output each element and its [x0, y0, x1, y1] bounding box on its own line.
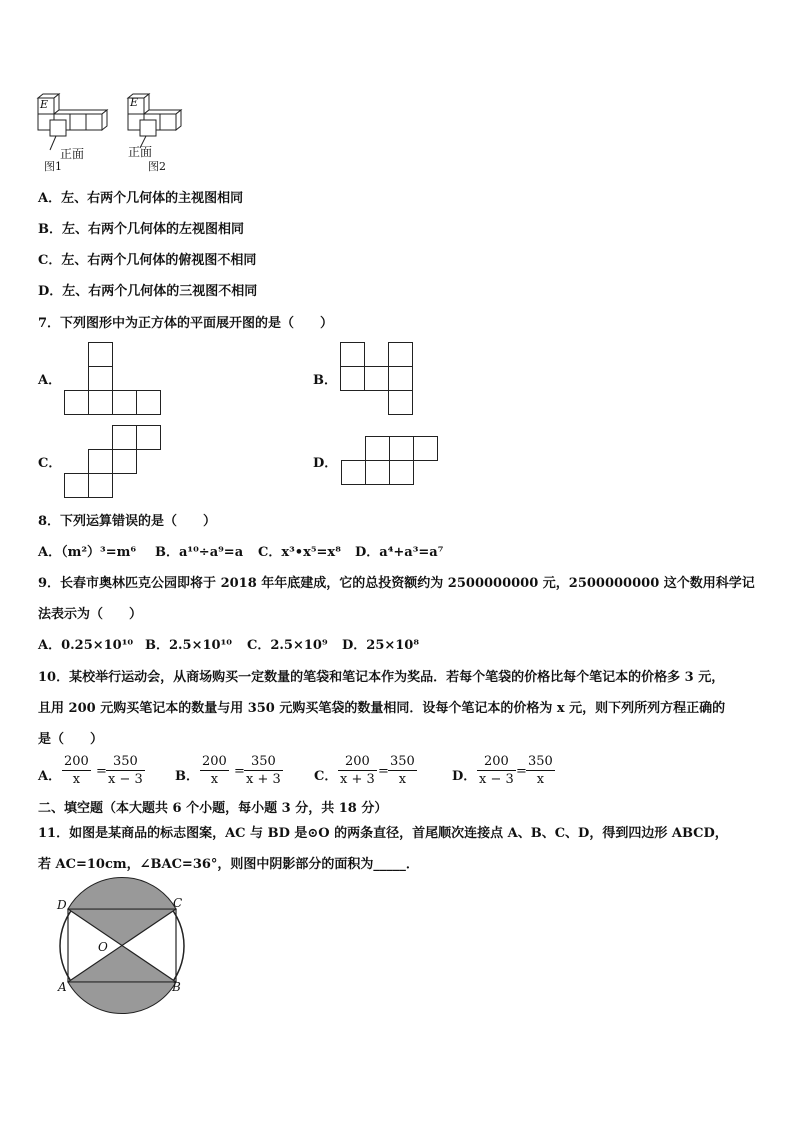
- q10-c-left-fraction: [338, 753, 377, 788]
- q10-d-num1: 200: [477, 753, 516, 771]
- q10-d-num2: 350: [528, 754, 553, 769]
- q10-a-eq: =: [96, 764, 107, 779]
- q10-b-num2: 350: [244, 753, 283, 771]
- q8-option-c: C．x³•x⁵=x⁸: [258, 545, 341, 560]
- q9-option-b: B．2.5×10¹⁰: [145, 638, 232, 653]
- front-label-1: 正面: [60, 147, 85, 161]
- q10-stem-line3: 是（ ）: [38, 732, 104, 747]
- fig2-label: 图2: [148, 160, 166, 173]
- point-b-label: B: [172, 980, 181, 994]
- q9-option-c: C．2.5×10⁹: [247, 638, 328, 653]
- q10-a-left-fraction: [62, 753, 91, 788]
- q10-c-num1: 200: [338, 753, 377, 771]
- q9-stem-line1: 9．长春市奥林匹克公园即将于 2018 年年底建成，它的总投资额约为 2500000000 元，2500000000 这个数用科学记: [38, 576, 755, 591]
- q10-a-num1: 200: [64, 754, 89, 769]
- q10-a-right-fraction: [106, 753, 145, 788]
- q10-a-den1: x: [72, 772, 81, 787]
- q10-d-left-fraction: [477, 753, 516, 788]
- q10-c-right-fraction: [388, 753, 417, 788]
- point-o-label: O: [98, 940, 108, 954]
- q6-option-a: A．左、右两个几何体的主视图相同: [38, 191, 244, 206]
- q8-option-d: D．a⁴+a³=a⁷: [355, 545, 444, 560]
- q10-c-den2: x: [398, 772, 407, 787]
- q10-stem-line2: 且用 200 元购买笔记本的数量与用 350 元购买笔袋的数量相同．设每个笔记本的价格为 x 元，则下列所列方程正确的: [38, 701, 726, 716]
- q10-a-den2: x − 3: [108, 772, 143, 787]
- q9-option-a: A．0.25×10¹⁰: [38, 638, 134, 653]
- q6-option-b: B．左、右两个几何体的左视图相同: [38, 222, 244, 237]
- q10-option-c-label: C．: [314, 769, 338, 784]
- q10-stem-line1: 10．某校举行运动会，从商场购买一定数量的笔袋和笔记本作为奖品．若每个笔袋的价格比每个笔记本的价格多 3 元，: [38, 670, 725, 685]
- q8-option-b: B．a¹⁰÷a⁹=a: [155, 545, 244, 560]
- q9-stem-line2: 法表示为（ ）: [38, 607, 143, 622]
- q7-net-a: [64, 342, 162, 416]
- q10-option-a-label: A．: [38, 769, 62, 784]
- q8-stem: 8．下列运算错误的是（ ）: [38, 514, 217, 529]
- q7-net-c: [64, 425, 162, 499]
- q7-net-b: [340, 342, 414, 416]
- q11-stem-line1: 11．如图是某商品的标志图案，AC 与 BD 是⊙O 的两条直径，首尾顺次连接点 A、B、C、D，得到四边形 ABCD，: [38, 826, 728, 841]
- q10-option-d-label: D．: [452, 769, 477, 784]
- q10-c-den1: x + 3: [340, 772, 375, 787]
- q10-c-num2: 350: [390, 754, 415, 769]
- q10-b-right-fraction: [244, 753, 283, 788]
- label-e1: E: [40, 98, 49, 111]
- q6-option-c: C．左、右两个几何体的俯视图不相同: [38, 253, 257, 268]
- q10-c-eq: =: [378, 764, 389, 779]
- q10-d-right-fraction: [526, 753, 555, 788]
- q10-d-den2: x: [536, 772, 545, 787]
- label-e2: E: [130, 96, 139, 109]
- q7-stem: 7．下列图形中为正方体的平面展开图的是（ ）: [38, 316, 334, 331]
- point-d-label: D: [57, 898, 67, 912]
- q7-label-d: D．: [313, 456, 338, 471]
- q7-net-d: [341, 436, 439, 486]
- q9-option-d: D．25×10⁸: [342, 638, 420, 653]
- point-a-label: A: [58, 980, 67, 994]
- q7-label-a: A．: [38, 373, 62, 388]
- q8-option-a: A．（m²）³=m⁶: [38, 545, 137, 560]
- q10-b-den2: x + 3: [246, 772, 281, 787]
- q10-d-den1: x − 3: [479, 772, 514, 787]
- q6-option-d: D．左、右两个几何体的三视图不相同: [38, 284, 258, 299]
- front-label-2: 正面: [128, 145, 153, 159]
- q10-b-num1: 200: [202, 754, 227, 769]
- point-c-label: C: [173, 896, 183, 910]
- q7-label-c: C．: [38, 456, 62, 471]
- q10-b-eq: =: [234, 764, 245, 779]
- section-2-heading: 二、填空题（本大题共 6 个小题，每小题 3 分，共 18 分）: [38, 801, 388, 816]
- fig1-label: 图1: [44, 160, 62, 173]
- q10-a-num2: 350: [106, 753, 145, 771]
- q7-label-b: B．: [313, 373, 337, 388]
- q10-option-b-label: B．: [175, 769, 199, 784]
- q10-d-eq: =: [516, 764, 527, 779]
- q11-stem-line2: 若 AC=10cm，∠BAC=36°，则图中阴影部分的面积为_____．: [38, 857, 419, 872]
- q10-b-den1: x: [210, 772, 219, 787]
- q10-b-left-fraction: [200, 753, 229, 788]
